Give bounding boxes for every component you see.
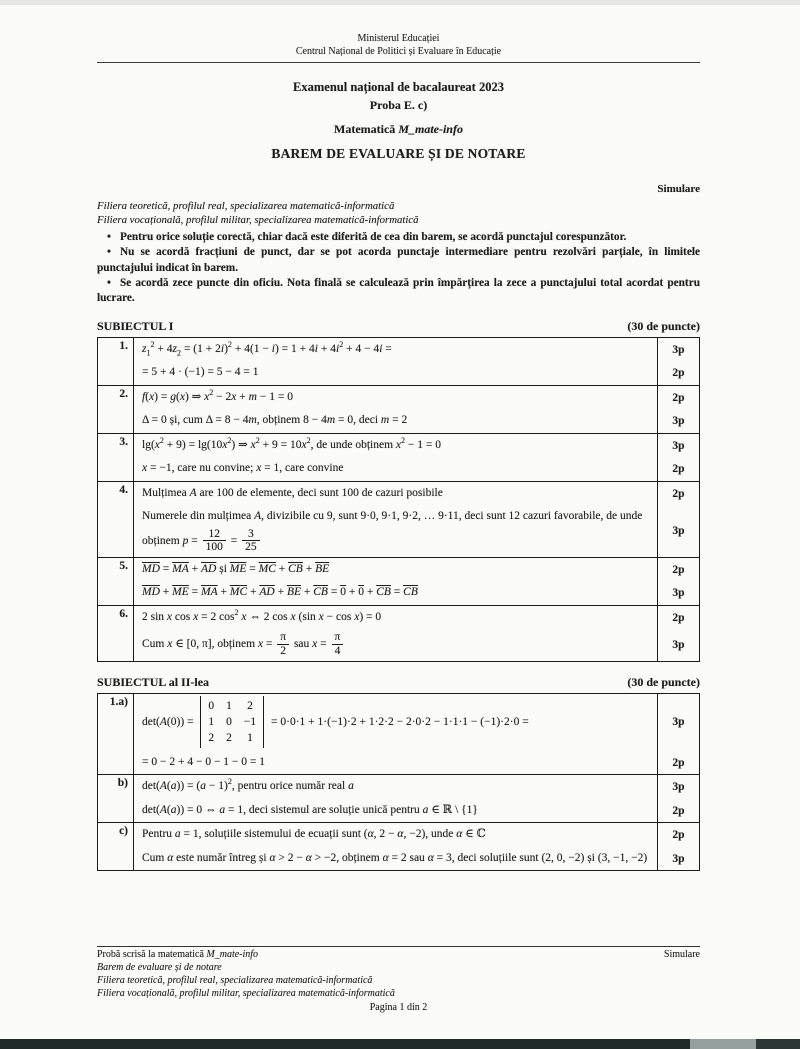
bullet-note	[97, 276, 700, 306]
table-row	[98, 774, 699, 822]
bullet-text: Se acordă zece puncte din oficiu. Nota finală se calculează prin împărțirea la zece a punctajului total acordat pentru lucrare.	[97, 276, 700, 304]
page-footer	[97, 946, 700, 1014]
row-points: 3p	[657, 434, 699, 457]
footer-line-4: Filiera vocațională, profilul militar, specializarea matematică-informatică	[97, 988, 395, 999]
row-content: Cum α este număr întreg și α > 2 − α > −2, obținem α = 2 sau α = 3, deci soluțiile sunt (2, 0, −2) și (3, −1, −2)	[142, 851, 648, 864]
row-line	[134, 581, 699, 604]
barem-title: BAREM DE EVALUARE ȘI DE NOTARE	[271, 146, 526, 162]
barem-table-2	[97, 693, 700, 872]
row-content: = 5 + 4 · (−1) = 5 − 4 = 1	[142, 366, 259, 379]
proba-label: Proba E. c)	[369, 98, 428, 113]
exam-title: Examenul național de bacalaureat 2023	[293, 80, 504, 95]
row-content: Cum x ∈ [0, π], obținem x = $\frac{\pi}{2}$ sau x = $\frac{\pi}{4}$	[134, 629, 657, 660]
row-points: 2p	[657, 823, 699, 846]
row-line	[134, 606, 699, 629]
row-points: 2p	[657, 751, 699, 774]
row-number: 1.a)	[98, 694, 134, 775]
table-row	[98, 338, 699, 385]
row-line	[134, 434, 699, 457]
row-line	[134, 457, 699, 480]
row-points: 3p	[657, 338, 699, 361]
row-content: = 0 − 2 + 4 − 0 − 1 − 0 = 1	[142, 755, 266, 768]
section-title: SUBIECTUL I	[97, 318, 174, 333]
page-number: Pagina 1 din 2	[369, 1002, 428, 1013]
footer-line-1	[97, 948, 700, 961]
scan-bottom-bar	[0, 1039, 800, 1049]
row-line	[134, 775, 699, 798]
barem-table-1	[97, 337, 700, 662]
row-content: 2 sin x cos x = 2 $\cos^2 x$ ⇔ 2 cos x (sin x − cos x) = 0	[142, 608, 382, 623]
row-content: Pentru a = 1, soluțiile sistemului de ecuații sunt (α, 2 − α, −2), unde α ∈ ℂ	[142, 828, 486, 841]
row-points: 2p	[657, 386, 699, 409]
row-line	[134, 823, 699, 846]
row-line	[134, 847, 699, 870]
row-line	[134, 694, 699, 751]
row-points: 3p	[657, 694, 699, 751]
table-row	[98, 433, 699, 481]
footer-session-label: Simulare	[663, 949, 700, 960]
row-line	[134, 558, 699, 581]
row-points: 3p	[657, 847, 699, 870]
table-row	[98, 822, 699, 870]
footer-proba: Probă scrisă la matematică M_mate-info	[97, 949, 259, 960]
bullet-text: Pentru orice soluție corectă, chiar dacă este diferită de cea din barem, se acordă punctajul corespunzător.	[119, 231, 627, 244]
row-content: Δ = 0 și, cum Δ = 8 − 4m, obținem 8 − 4m = 0, deci m = 2	[142, 414, 408, 427]
row-line	[134, 338, 699, 361]
row-line	[134, 629, 699, 660]
row-number: 1.	[98, 338, 134, 385]
row-points: 2p	[657, 361, 699, 384]
row-line	[134, 409, 699, 432]
row-number: b)	[98, 775, 134, 822]
bullet-dot: •	[107, 276, 111, 289]
row-line	[134, 799, 699, 822]
row-content: Numerele din mulțimea A, divizibile cu 9, sunt 9·0, 9·1, 9·2, … 9·11, deci sunt 12 cazuri favorabile, de unde obținem p = $\frac{12}{100}$ = $\frac{3}{25}$	[142, 510, 643, 554]
section-points: (30 de puncte)	[627, 318, 700, 333]
bullet-note	[97, 245, 700, 275]
row-line	[134, 751, 699, 774]
footer-line-3: Filiera teoretică, profilul real, specializarea matematică-informatică	[97, 975, 373, 986]
row-number: 6.	[98, 606, 134, 661]
row-points: 3p	[657, 505, 699, 557]
row-content: f(x) = g(x) ⇒ $x^2 - 2x + m - 1 = 0$	[142, 388, 293, 403]
table-row	[98, 605, 699, 661]
row-line	[134, 482, 699, 505]
scan-bottom-bar-light-segment	[690, 1039, 756, 1049]
row-points: 2p	[657, 606, 699, 629]
session-label: Simulare	[657, 183, 700, 196]
ministry-line2: Centrul Național de Politici și Evaluare în Educație	[295, 46, 502, 58]
table-row	[98, 557, 699, 605]
header-divider	[97, 62, 700, 63]
table-row	[98, 385, 699, 433]
bullet-text: Nu se acordă fracțiuni de punct, dar se pot acorda punctaje intermediare pentru rezolvări parțiale, în limitele punctajului indicat în barem.	[97, 246, 700, 274]
row-line	[134, 505, 699, 557]
page-content	[97, 5, 700, 871]
ministry-header	[97, 32, 700, 58]
section-title: SUBIECTUL al II-lea	[97, 674, 210, 689]
row-content: det(A(0)) = 0 1 2 1 0 −1 2 2 1 = 0·0·1 + 1·(−1)·2 + 1·2·2 − 2·0·2 − 1·1·1 − (−1)·2·0 =	[134, 694, 657, 751]
section-heading-1	[97, 319, 700, 334]
row-number: 3.	[98, 434, 134, 481]
row-points: 2p	[657, 799, 699, 822]
row-points: 2p	[657, 482, 699, 505]
row-number: 4.	[98, 482, 134, 557]
section-points: (30 de puncte)	[627, 674, 700, 689]
row-content: $\overline{MD} + \overline{ME} = \overline{MA} + \overline{MC} + \overline{AD} + \overline{BE} + \overline{CB} = 0 + 0 + \overline{CB} = \overline{CB}$	[142, 586, 418, 599]
row-content: $\det(A(a)) = (a - 1)^2$, pentru orice număr real a	[142, 777, 354, 793]
section-heading-2	[97, 675, 700, 690]
row-points: 2p	[657, 558, 699, 581]
table-row	[98, 694, 699, 775]
bullet-dot: •	[107, 231, 111, 244]
row-content: $z_1^2 + 4z_2 = (1 + 2i)^2 + 4(1 - i) = 1 + 4i + 4i^2 + 4 - 4i$ =	[142, 340, 392, 358]
row-points: 3p	[657, 775, 699, 798]
row-points: 3p	[657, 409, 699, 432]
row-content: Mulțimea A are 100 de elemente, deci sunt 100 de cazuri posibile	[142, 486, 443, 499]
row-number: 5.	[98, 558, 134, 605]
footer-line-2: Barem de evaluare și de notare	[97, 962, 222, 973]
scan-bottom-bar-dark-segment	[756, 1039, 800, 1049]
row-content: det(A(a)) = 0 ⇔ a = 1, deci sistemul are soluție unică pentru a ∈ ℝ \ {1}	[142, 803, 478, 816]
row-line	[134, 361, 699, 384]
grading-notes	[97, 230, 700, 306]
row-content: $\overline{MD} = \overline{MA} + \overline{AD}$ și $\overline{ME} = \overline{MC} + \overline{CB} + \overline{BE}$	[142, 563, 330, 575]
filiera-note-1: Filiera teoretică, profilul real, specializarea matematică-informatică	[97, 200, 395, 213]
row-number: c)	[98, 823, 134, 870]
row-line	[134, 386, 699, 409]
ministry-line1: Ministerul Educației	[357, 33, 440, 44]
table-row	[98, 481, 699, 557]
filiera-note-2: Filiera vocațională, profilul militar, specializarea matematică-informatică	[97, 213, 419, 226]
bullet-note	[97, 230, 700, 245]
row-content: $\lg(x^2 + 9) = \lg(10x^2)$ ⇒ $x^2 + 9 = 10x^2$, de unde obținem $x^2 - 1 = 0$	[142, 436, 442, 451]
subject-title: Matematică M_mate-info	[334, 122, 463, 137]
row-number: 2.	[98, 386, 134, 433]
row-points: 3p	[657, 629, 699, 660]
row-content: x = −1, care nu convine; x = 1, care convine	[142, 462, 344, 475]
bullet-dot: •	[107, 246, 111, 259]
row-points: 2p	[657, 457, 699, 480]
row-points: 3p	[657, 581, 699, 604]
